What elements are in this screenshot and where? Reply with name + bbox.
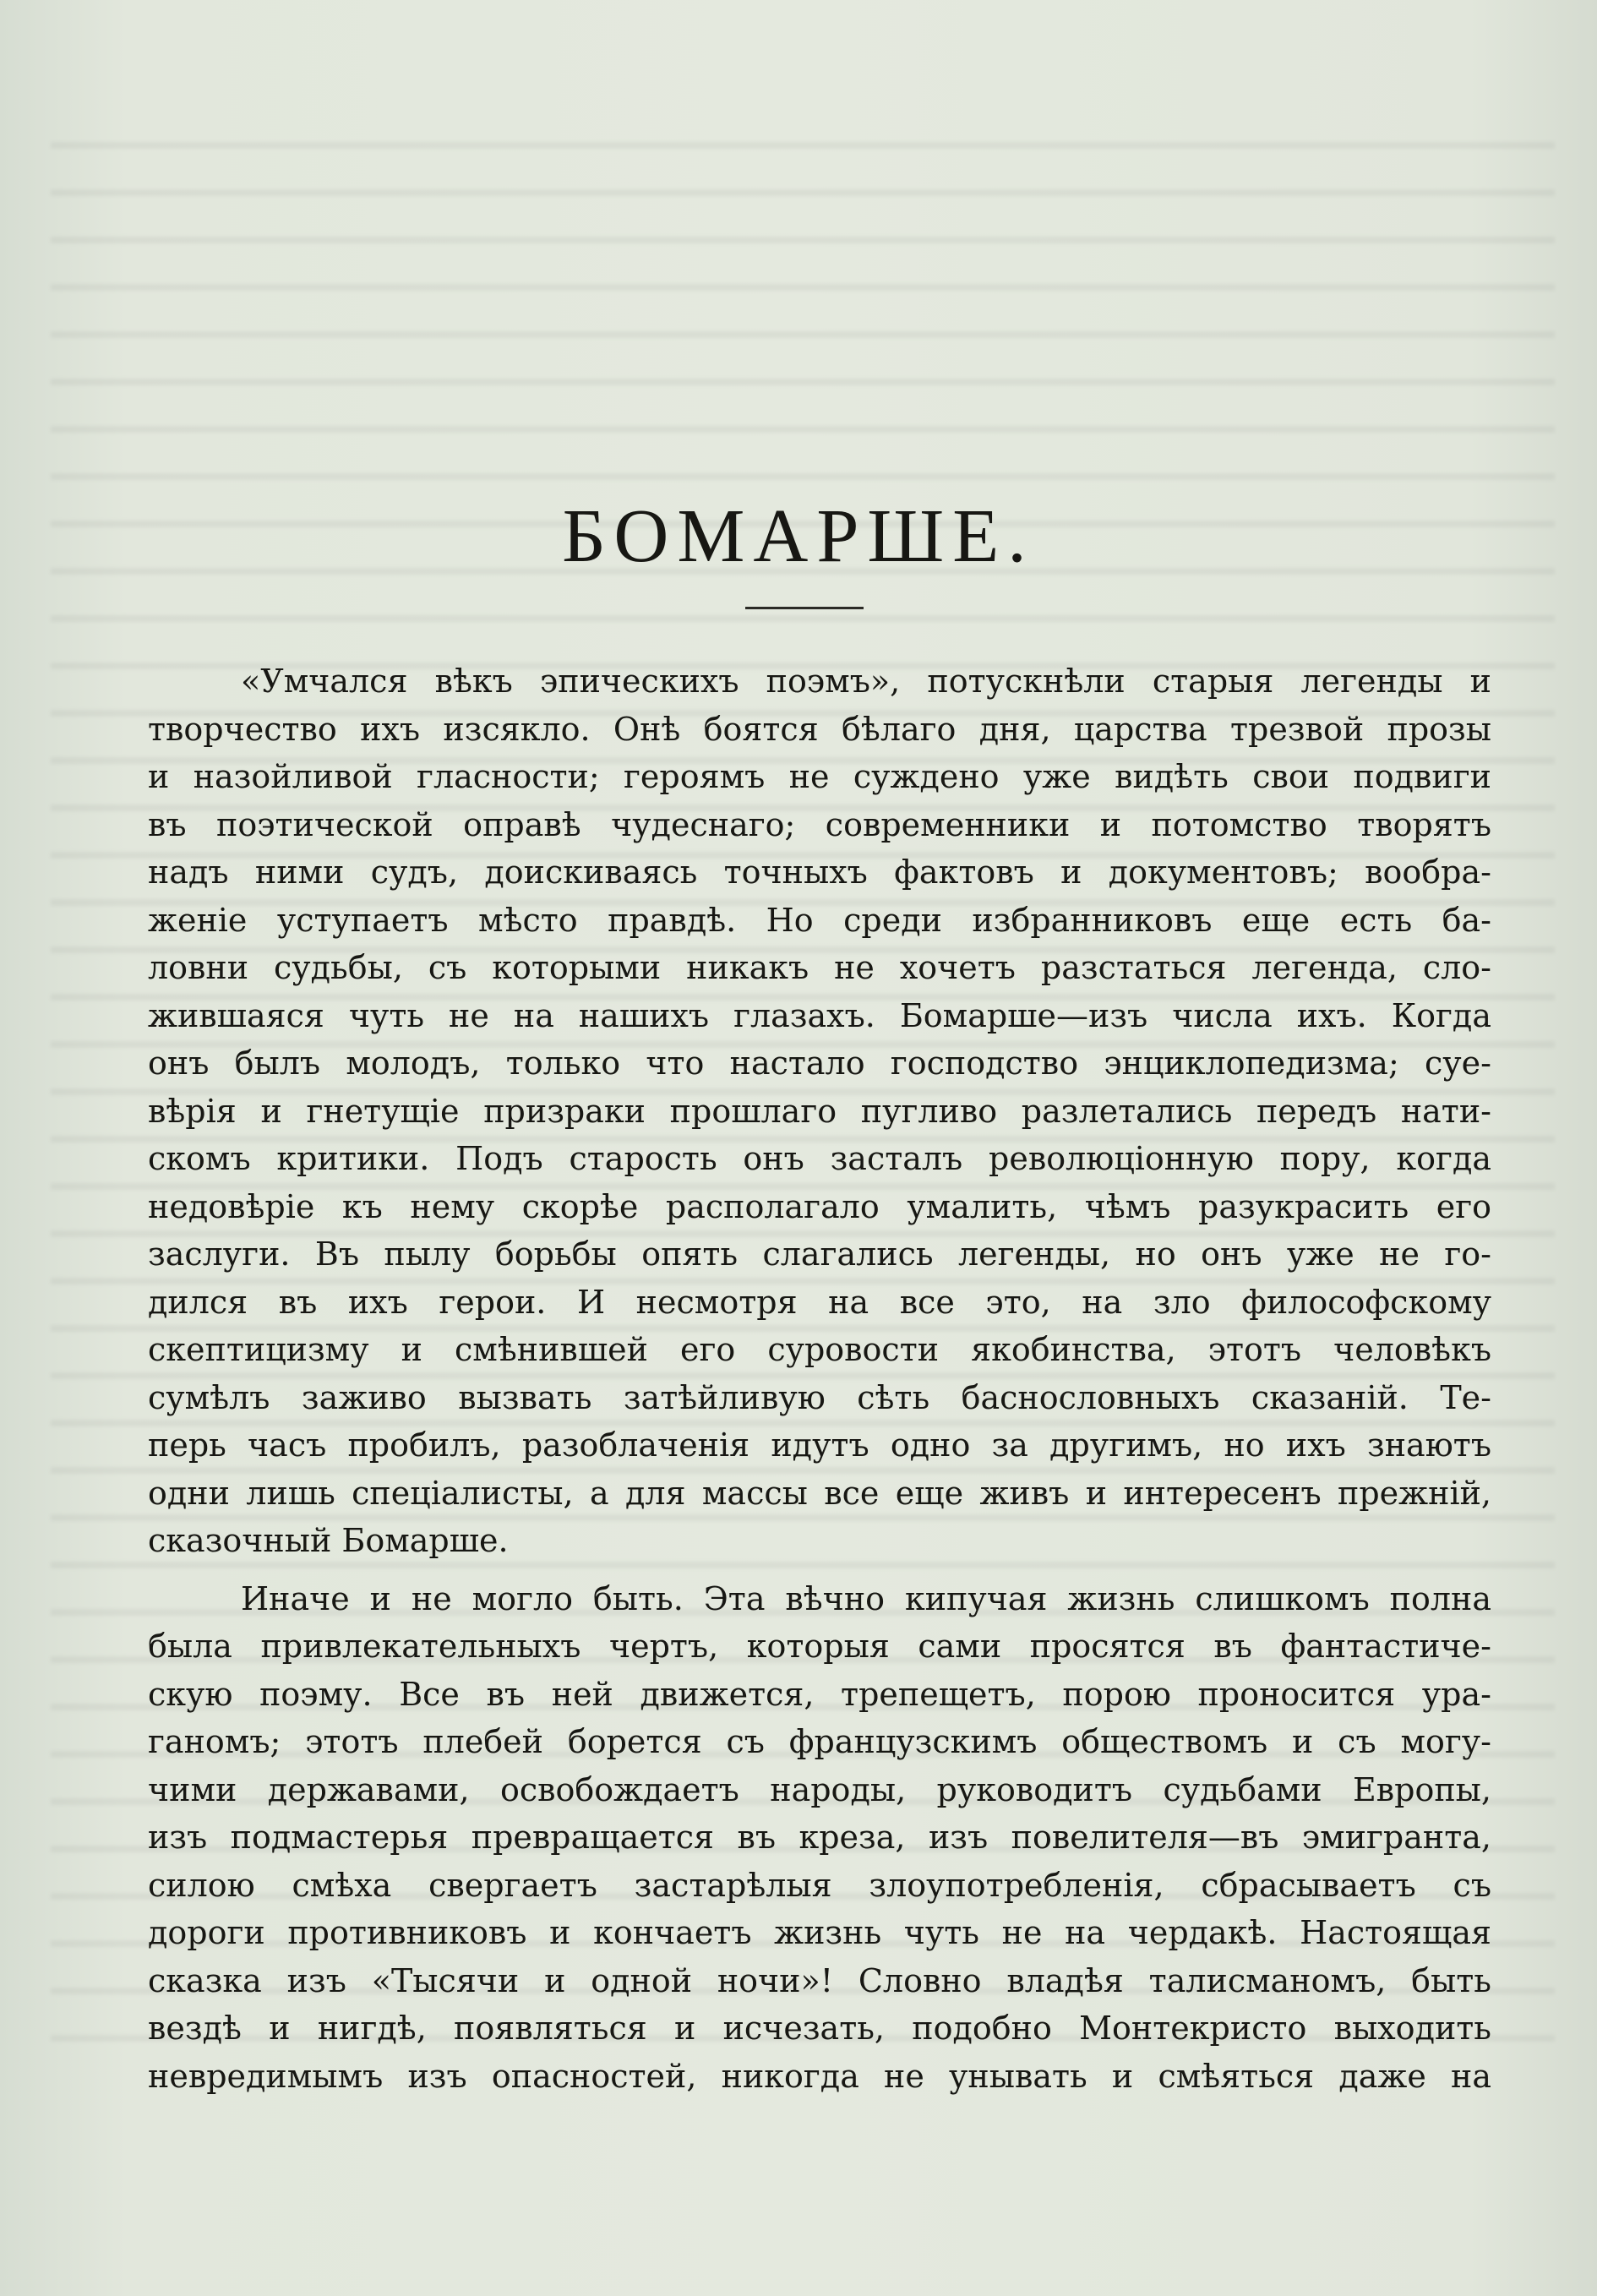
page-title: БОМАРШЕ. bbox=[562, 494, 1035, 578]
text-line: дился въ ихъ герои. И несмотря на все это, на зло философскому bbox=[148, 1283, 1491, 1321]
body-text bbox=[148, 657, 1491, 2100]
text-line: сказочный Бомарше. bbox=[148, 1522, 509, 1559]
text-line: въ поэтической оправѣ чудеснаго; современники и потомство творятъ bbox=[148, 805, 1491, 843]
text-line: скептицизму и смѣнившей его суровости якобинства, этотъ человѣкъ bbox=[148, 1331, 1491, 1368]
text-line: творчество ихъ изсякло. Онѣ боятся бѣлаго дня, царства трезвой прозы bbox=[148, 710, 1491, 748]
text-line: Иначе и не могло быть. Эта вѣчно кипучая жизнь слишкомъ полна bbox=[241, 1579, 1491, 1617]
text-line: заслуги. Въ пылу борьбы опять слагались легенды, но онъ уже не го- bbox=[148, 1235, 1491, 1273]
text-line: скомъ критики. Подъ старость онъ засталъ революціонную пору, когда bbox=[148, 1140, 1491, 1177]
text-line: вездѣ и нигдѣ, появляться и исчезать, подобно Монтекристо выходить bbox=[148, 2010, 1491, 2047]
text-line: чими державами, освобождаетъ народы, руководитъ судьбами Европы, bbox=[148, 1770, 1491, 1808]
text-line: изъ подмастерья превращается въ креза, изъ повелителя—въ эмигранта, bbox=[148, 1819, 1491, 1856]
text-line: дороги противниковъ и кончаетъ жизнь чуть не на чердакѣ. Настоящая bbox=[148, 1914, 1491, 1951]
text-line: жившаяся чуть не на нашихъ глазахъ. Бомарше—изъ числа ихъ. Когда bbox=[148, 996, 1491, 1034]
text-line: сказка изъ «Тысячи и одной ночи»! Словно владѣя талисманомъ, быть bbox=[148, 1961, 1491, 1999]
text-line: одни лишь спеціалисты, а для массы все еще живъ и интересенъ прежній, bbox=[148, 1474, 1491, 1512]
title-rule bbox=[745, 607, 864, 609]
text-line: ловни судьбы, съ которыми никакъ не хочетъ разстаться легенда, сло- bbox=[148, 949, 1491, 986]
text-line: силою смѣха свергаетъ застарѣлыя злоупотребленія, сбрасываетъ съ bbox=[148, 1866, 1491, 1904]
text-line: ганомъ; этотъ плебей борется съ французскимъ обществомъ и съ могу- bbox=[148, 1723, 1491, 1760]
text-line: недовѣріе къ нему скорѣе располагало умалить, чѣмъ разукрасить его bbox=[148, 1187, 1491, 1225]
text-line: онъ былъ молодъ, только что настало господство энциклопедизма; суе- bbox=[148, 1044, 1491, 1082]
text-line: и назойливой гласности; героямъ не суждено уже видѣть свои подвиги bbox=[148, 758, 1491, 795]
text-line: «Умчался вѣкъ эпическихъ поэмъ», потускнѣли старыя легенды и bbox=[241, 663, 1491, 700]
text-line: вѣрія и гнетущіе призраки прошлаго пугливо разлетались передъ нати- bbox=[148, 1092, 1491, 1130]
text-line: была привлекательныхъ чертъ, которыя сами просятся въ фантастиче- bbox=[148, 1628, 1491, 1665]
text-line: невредимымъ изъ опасностей, никогда не унывать и смѣяться даже на bbox=[148, 2057, 1491, 2095]
text-line: скую поэму. Все въ ней движется, трепещетъ, порою проносится ура- bbox=[148, 1675, 1491, 1713]
text-line: сумѣлъ заживо вызвать затѣйливую сѣть баснословныхъ сказаній. Те- bbox=[148, 1378, 1491, 1416]
text-line: женіе уступаетъ мѣсто правдѣ. Но среди избранниковъ еще есть ба- bbox=[148, 901, 1491, 939]
text-line: перь часъ пробилъ, разоблаченія идутъ одно за другимъ, но ихъ знаютъ bbox=[148, 1426, 1491, 1464]
paragraph-1 bbox=[148, 657, 1491, 1565]
text-line: надъ ними судъ, доискиваясь точныхъ фактовъ и документовъ; вообра- bbox=[148, 854, 1491, 891]
paragraph-2 bbox=[148, 1575, 1491, 2101]
